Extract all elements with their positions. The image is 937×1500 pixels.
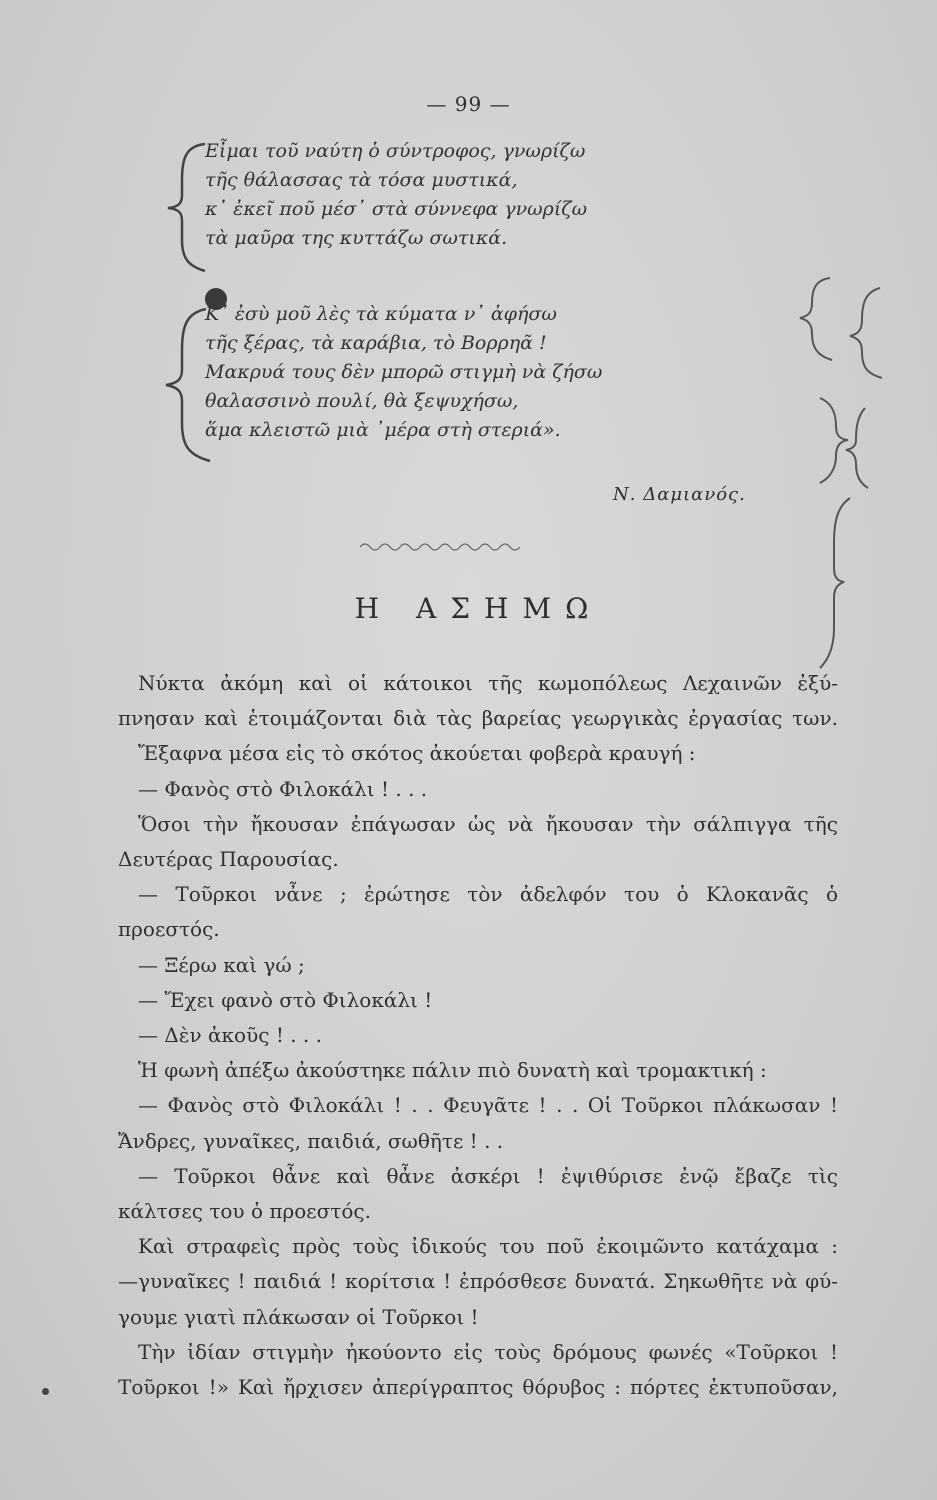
- stanza1-brace: [160, 140, 210, 275]
- prose-line: προεστός.: [118, 917, 220, 942]
- prose-line: — Τοῦρκοι θἆνε καὶ θἆνε ἀσκέρι ! ἐψιθύρισε ἐνῷ ἔβαζε τὶς: [138, 1163, 838, 1188]
- verse-line: Εἶμαι τοῦ ναύτη ὁ σύντροφος, γνωρίζω: [205, 140, 586, 162]
- prose-line: — Ξέρω καὶ γώ ;: [138, 952, 305, 977]
- wavy-divider: [360, 540, 520, 554]
- page-number: — 99 —: [426, 92, 511, 116]
- prose-line: Ἡ φωνὴ ἀπέξω ἀκούστηκε πάλιν πιὸ δυνατὴ καὶ τρομακτική :: [138, 1058, 767, 1083]
- story-body: [118, 666, 838, 1405]
- verse-line: τῆς ξέρας, τὰ καράβια, τὸ Βορρηᾶ !: [205, 332, 547, 354]
- stanza-one: [205, 137, 587, 253]
- prose-line: Δευτέρας Παρουσίας.: [118, 847, 339, 872]
- stanza-two: [205, 300, 602, 445]
- prose-line: — Δὲν ἀκοῦς ! . . .: [138, 1023, 322, 1048]
- prose-line: — Φανὸς στὸ Φιλοκάλι ! . . Φευγᾶτε ! . . Οἱ Τοῦρκοι πλάκωσαν !: [138, 1093, 838, 1118]
- prose-line: Ὅσοι τὴν ἤκουσαν ἐπάγωσαν ὡς νὰ ἤκουσαν τὴν σάλπιγγα τῆς: [138, 811, 838, 836]
- prose-line: Νύκτα ἀκόμη καὶ οἱ κάτοικοι τῆς κωμοπόλεως Λεχαινῶν ἐξύ-: [138, 671, 838, 695]
- prose-line: — Φανὸς στὸ Φιλοκάλι ! . . .: [138, 776, 428, 801]
- verse-line: τὰ μαῦρα της κυττάζω σωτικά.: [205, 227, 508, 249]
- prose-line: Τοῦρκοι !» Καὶ ἤρχισεν ἀπερίγραπτος θόρυβος : πόρτες ἐκτυποῦσαν,: [118, 1375, 838, 1400]
- verse-line: ἅμα κλειστῶ μιὰ ᾿μέρα στὴ στεριά».: [205, 419, 561, 441]
- prose-line: κάλτσες του ὁ προεστός.: [118, 1199, 371, 1224]
- prose-line: —γυναῖκες ! παιδιά ! κορίτσια ! ἐπρόσθεσε δυνατά. Σηκωθῆτε νὰ φύ-: [118, 1269, 838, 1294]
- prose-line: πνησαν καὶ ἑτοιμάζονται διὰ τὰς βαρείας γεωργικὰς ἐργασίας των.: [118, 706, 838, 731]
- prose-line: Τὴν ἰδίαν στιγμὴν ἠκούοντο εἰς τοὺς δρόμους φωνές «Τοῦρκοι !: [138, 1339, 838, 1364]
- prose-line: — Ἔχει φανὸ στὸ Φιλοκάλι !: [138, 987, 433, 1012]
- prose-line: Ἔξαφνα μέσα εἰς τὸ σκότος ἀκούεται φοβερὰ κραυγή :: [138, 741, 696, 766]
- margin-pencil-braces: [780, 268, 890, 688]
- ink-speck: [42, 1388, 49, 1395]
- prose-line: γουμε γιατὶ πλάκωσαν οἱ Τοῦρκοι !: [118, 1304, 479, 1329]
- verse-line: Μακρυά τους δὲν μπορῶ στιγμὴ νὰ ζήσω: [205, 361, 603, 383]
- verse-line: Κ᾿ ἐσὺ μοῦ λὲς τὰ κύματα ν᾿ ἀφήσω: [205, 303, 557, 325]
- prose-line: — Τοῦρκοι νἆνε ; ἐρώτησε τὸν ἀδελφόν του ὁ Κλοκανᾶς ὁ: [138, 882, 838, 907]
- prose-line: Καὶ στραφεὶς πρὸς τοὺς ἰδικούς του ποῦ ἐκοιμῶντο κατάχαμα :: [138, 1234, 838, 1259]
- verse-line: τῆς θάλασσας τὰ τόσα μυστικά,: [205, 169, 518, 191]
- verse-line: κ᾿ ἐκεῖ ποῦ μέσ᾿ στὰ σύννεφα γνωρίζω: [205, 198, 588, 220]
- prose-line: Ἄνδρες, γυναῖκες, παιδιά, σωθῆτε ! . .: [118, 1128, 504, 1153]
- story-title: Η ΑΣΗΜΩ: [354, 592, 603, 625]
- verse-line: θαλασσινὸ πουλί, θὰ ξεψυχήσω,: [205, 390, 519, 412]
- poem-author: Ν. Δαμιανός.: [613, 484, 746, 505]
